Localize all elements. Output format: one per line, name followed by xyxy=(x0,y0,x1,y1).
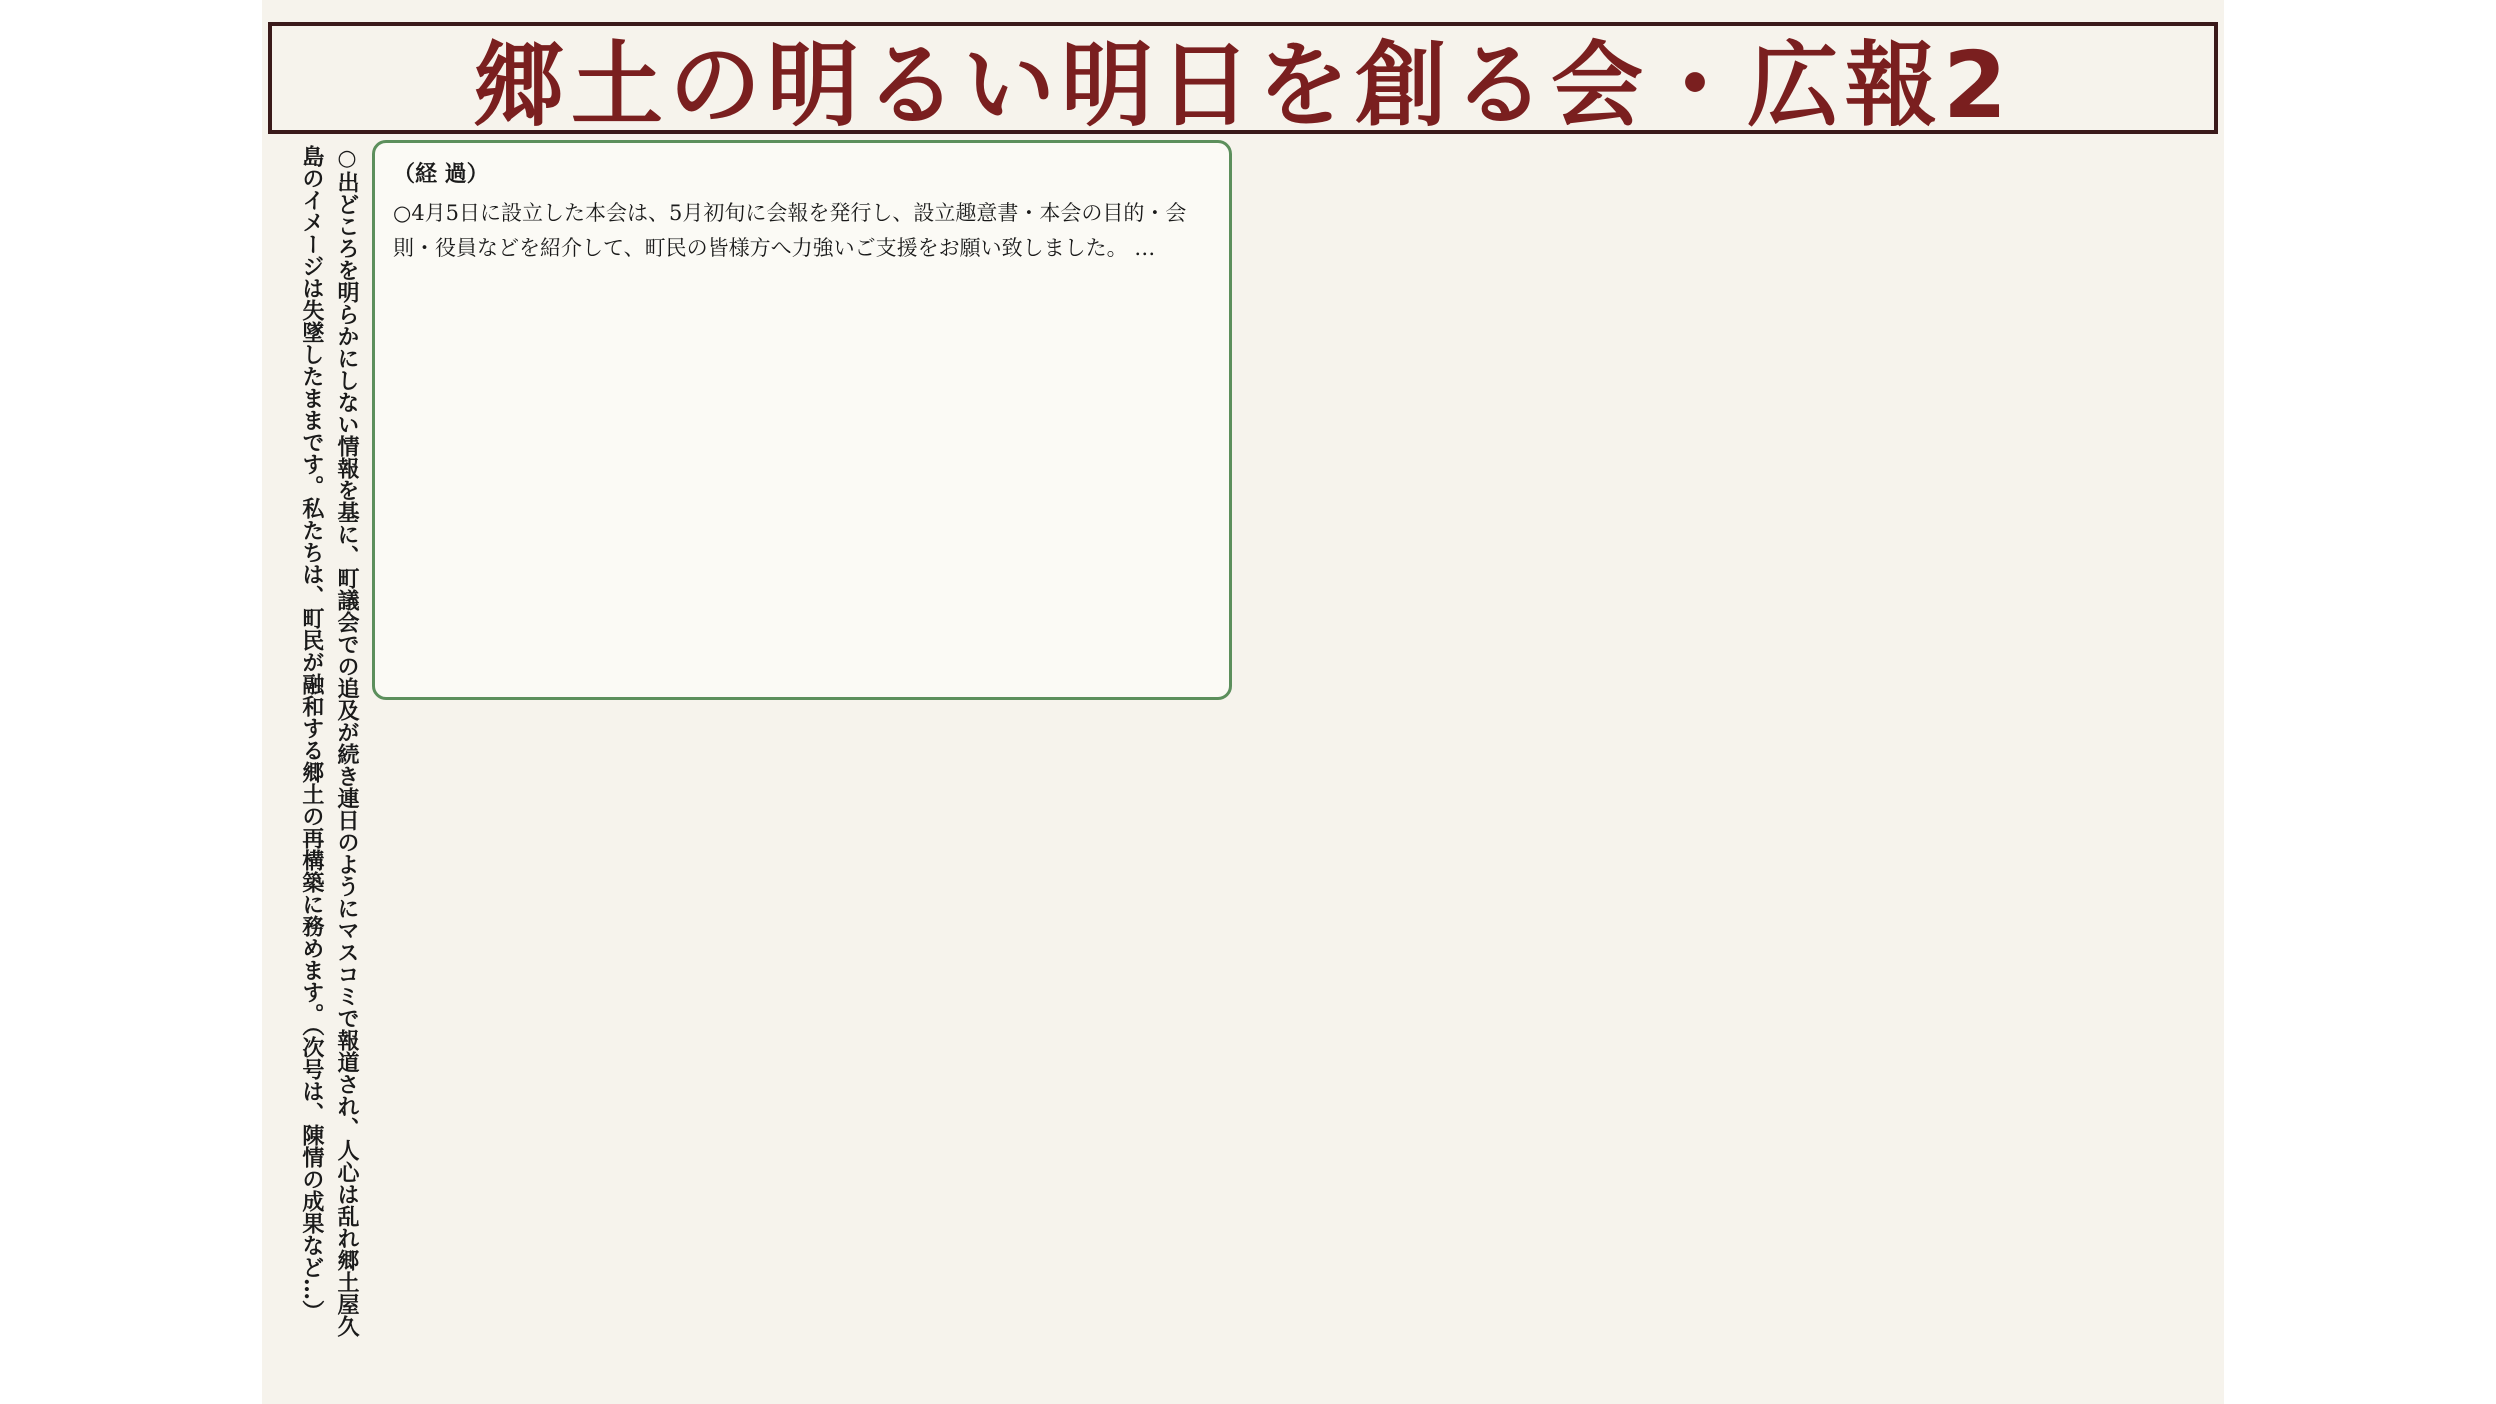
section-keika-title: （経 過） xyxy=(393,161,489,187)
section-keika xyxy=(372,140,1232,700)
section-keika-body: ○4月5日に設立した本会は、5月初旬に会報を発行し、設立趣意書・本会の目的・会則・役員などを紹介して、町民の皆様方へ力強いご支援をお願い致しました。 … xyxy=(393,201,1187,260)
newsletter-title: 郷土の明るい明日を創る会・広報2 xyxy=(268,22,2218,134)
left-vertical-column: ○出どころを明らかにしない情報を基に、町議会での追及が続き連日のようにマスコミで報道され、人心は乱れ郷土屋久島のイメージは失墜したままです。私たちは、町民が融和する郷土の再構築に務めます。（次号は、陳情の成果など…） xyxy=(298,145,360,1337)
